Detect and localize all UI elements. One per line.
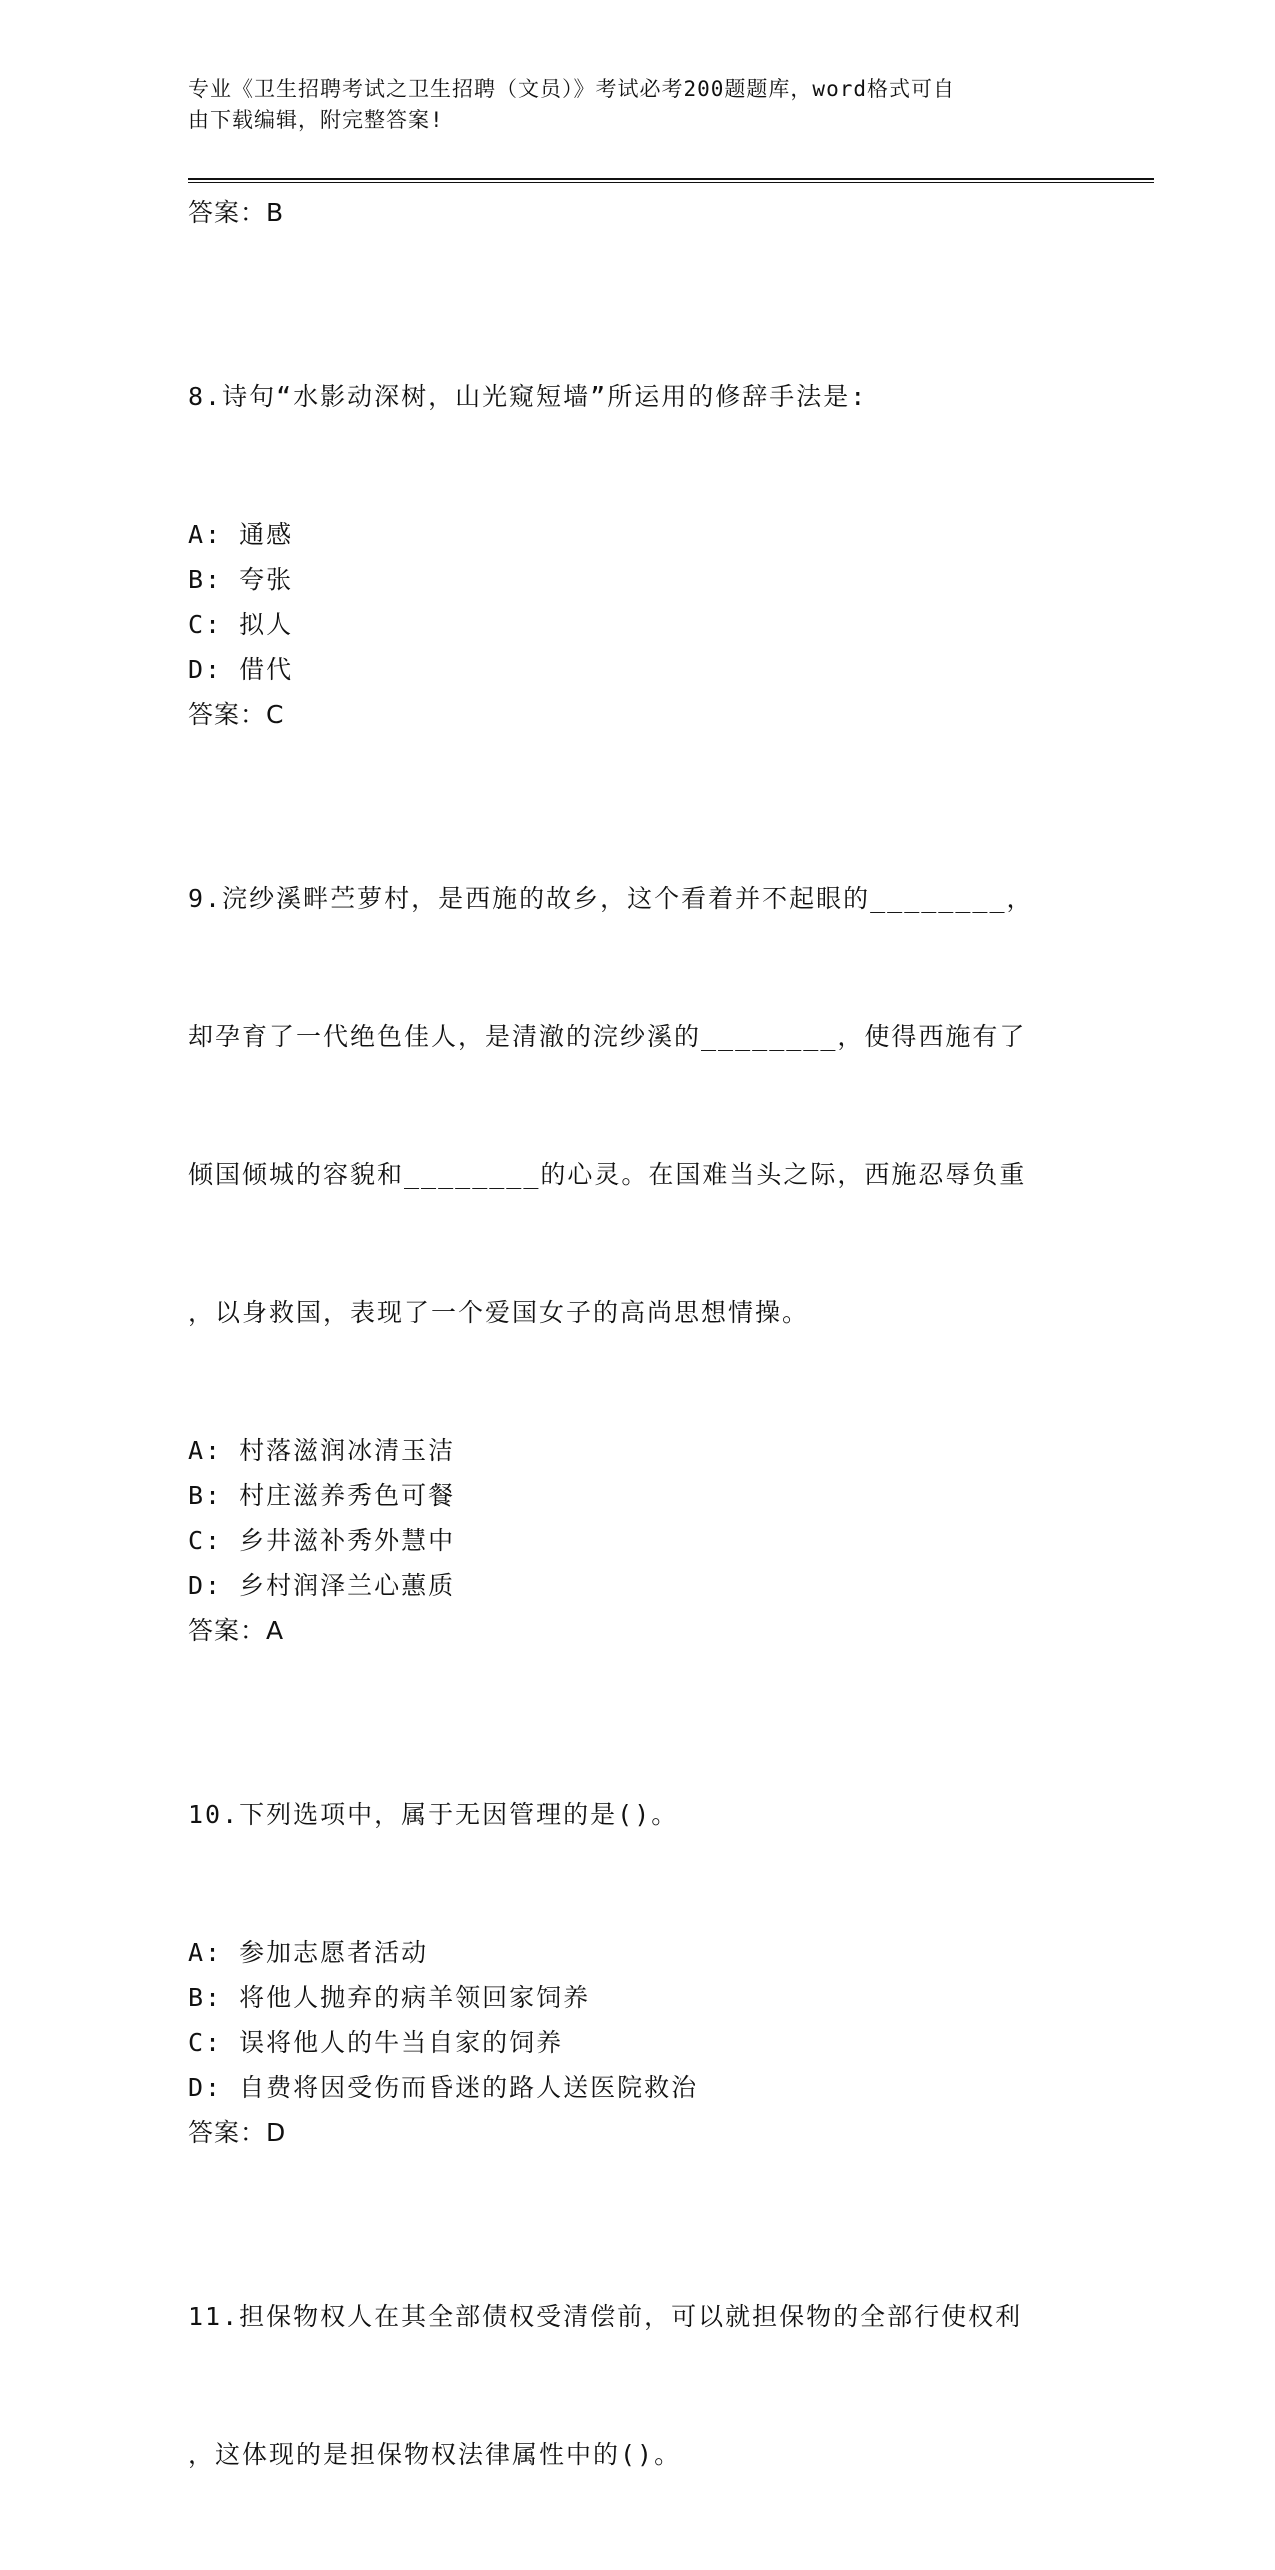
option-a: A: 村落滋润冰清玉洁 [188, 1436, 456, 1465]
header-rule-bottom [188, 182, 1154, 183]
option-d: D: 借代 [188, 655, 294, 684]
answer-line: 答案：A [188, 1616, 285, 1645]
stem-line: ，这体现的是担保物权法律属性中的()。 [188, 2440, 682, 2469]
question-spacer [188, 2156, 1088, 2202]
question-stem [188, 784, 1088, 1428]
stem-line: 11.担保物权人在其全部债权受清偿前，可以就担保物的全部行使权利 [188, 2302, 1023, 2331]
previous-answer: 答案：B [188, 198, 285, 227]
stem-line: 却孕育了一代绝色佳人，是清澈的浣纱溪的________，使得西施有了 [188, 1022, 1027, 1051]
option-c: C: 误将他人的牛当自家的饲养 [188, 2028, 564, 2057]
question-8 [188, 282, 1088, 738]
question-stem [188, 1700, 1088, 1930]
stem-line: 8.诗句“水影动深树，山光窥短墙”所运用的修辞手法是: [188, 382, 868, 411]
question-10 [188, 1700, 1088, 2156]
header-line-2: 由下载编辑，附完整答案! [188, 108, 444, 132]
question-list [188, 190, 1088, 2570]
option-c: C: 拟人 [188, 610, 294, 639]
answer-line: 答案：D [188, 2118, 287, 2147]
stem-line: 9.浣纱溪畔苎萝村，是西施的故乡，这个看着并不起眼的________， [188, 884, 1034, 913]
option-d: D: 自费将因受伤而昏迷的路人送医院救治 [188, 2073, 699, 2102]
question-spacer [188, 236, 1088, 282]
header-line-1: 专业《卫生招聘考试之卫生招聘（文员）》考试必考200题题库，word格式可自 [188, 77, 955, 101]
stem-line: 10.下列选项中，属于无因管理的是()。 [188, 1800, 679, 1829]
option-a: A: 通感 [188, 520, 294, 549]
question-11 [188, 2202, 1088, 2570]
option-c: C: 乡井滋补秀外慧中 [188, 1526, 456, 1555]
question-stem [188, 282, 1088, 512]
stem-line: ，以身救国，表现了一个爱国女子的高尚思想情操。 [188, 1298, 810, 1327]
question-spacer [188, 1654, 1088, 1700]
page-header [188, 74, 1068, 136]
answer-line: 答案：C [188, 700, 285, 729]
option-a: A: 参加志愿者活动 [188, 1938, 429, 1967]
option-b: B: 将他人抛弃的病羊领回家饲养 [188, 1983, 591, 2012]
question-spacer [188, 738, 1088, 784]
option-d: D: 乡村润泽兰心蕙质 [188, 1571, 456, 1600]
option-b: B: 夸张 [188, 565, 294, 594]
question-stem [188, 2202, 1088, 2570]
header-rule-top [188, 178, 1154, 180]
question-9 [188, 784, 1088, 1654]
stem-line: 倾国倾城的容貌和________的心灵。在国难当头之际，西施忍辱负重 [188, 1160, 1027, 1189]
option-b: B: 村庄滋养秀色可餐 [188, 1481, 456, 1510]
